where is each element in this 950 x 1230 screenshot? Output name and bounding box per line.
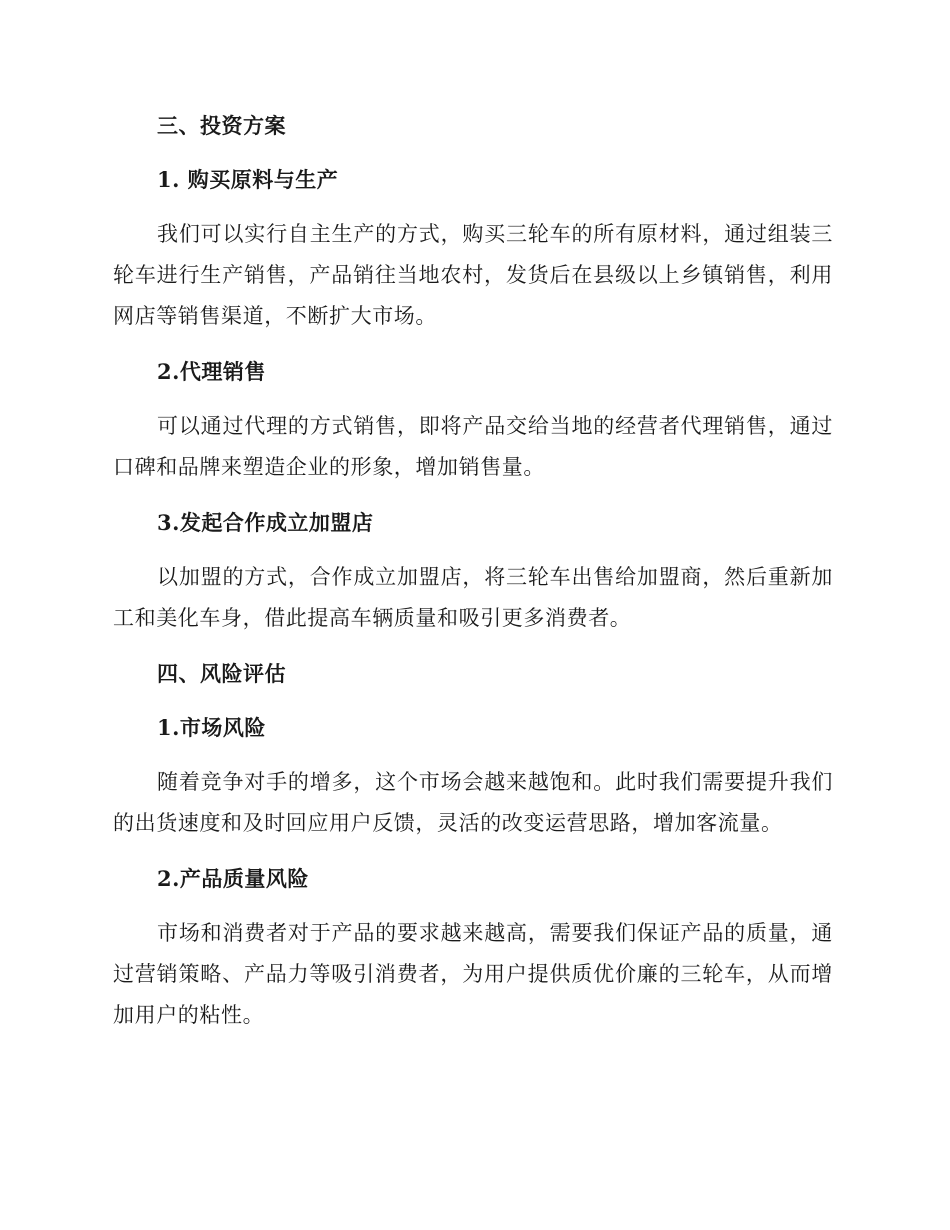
paragraph-purchase-production: 我们可以实行自主生产的方式，购买三轮车的所有原材料，通过组装三轮车进行生产销售，产品销往当地农村，发货后在县级以上乡镇销售，利用网店等销售渠道，不断扩大市场。 [113,222,833,328]
subheading-purchase-production: 1. 购买原料与生产 [157,167,339,192]
paragraph-market-risk: 随着竞争对手的增多，这个市场会越来越饱和。此时我们需要提升我们的出货速度和及时回应用户反馈，灵活的改变运营思路，增加客流量。 [113,770,833,835]
paragraph-agency-sales: 可以通过代理的方式销售，即将产品交给当地的经营者代理销售，通过口碑和品牌来塑造企业的形象，增加销售量。 [113,414,833,479]
subheading-quality-risk: 2.产品质量风险 [157,866,309,891]
subheading-agency-sales: 2.代理销售 [157,359,266,384]
paragraph-franchise: 以加盟的方式，合作成立加盟店，将三轮车出售给加盟商，然后重新加工和美化车身，借此提高车辆质量和吸引更多消费者。 [113,565,833,630]
section-heading-investment-plan: 三、投资方案 [157,113,286,138]
section-heading-risk-assessment: 四、风险评估 [157,661,286,686]
subheading-franchise: 3.发起合作成立加盟店 [157,510,374,535]
document-body [113,106,833,1036]
paragraph-quality-risk: 市场和消费者对于产品的要求越来越高，需要我们保证产品的质量，通过营销策略、产品力等吸引消费者，为用户提供质优价廉的三轮车，从而增加用户的粘性。 [113,921,833,1027]
subheading-market-risk: 1.市场风险 [157,715,266,740]
